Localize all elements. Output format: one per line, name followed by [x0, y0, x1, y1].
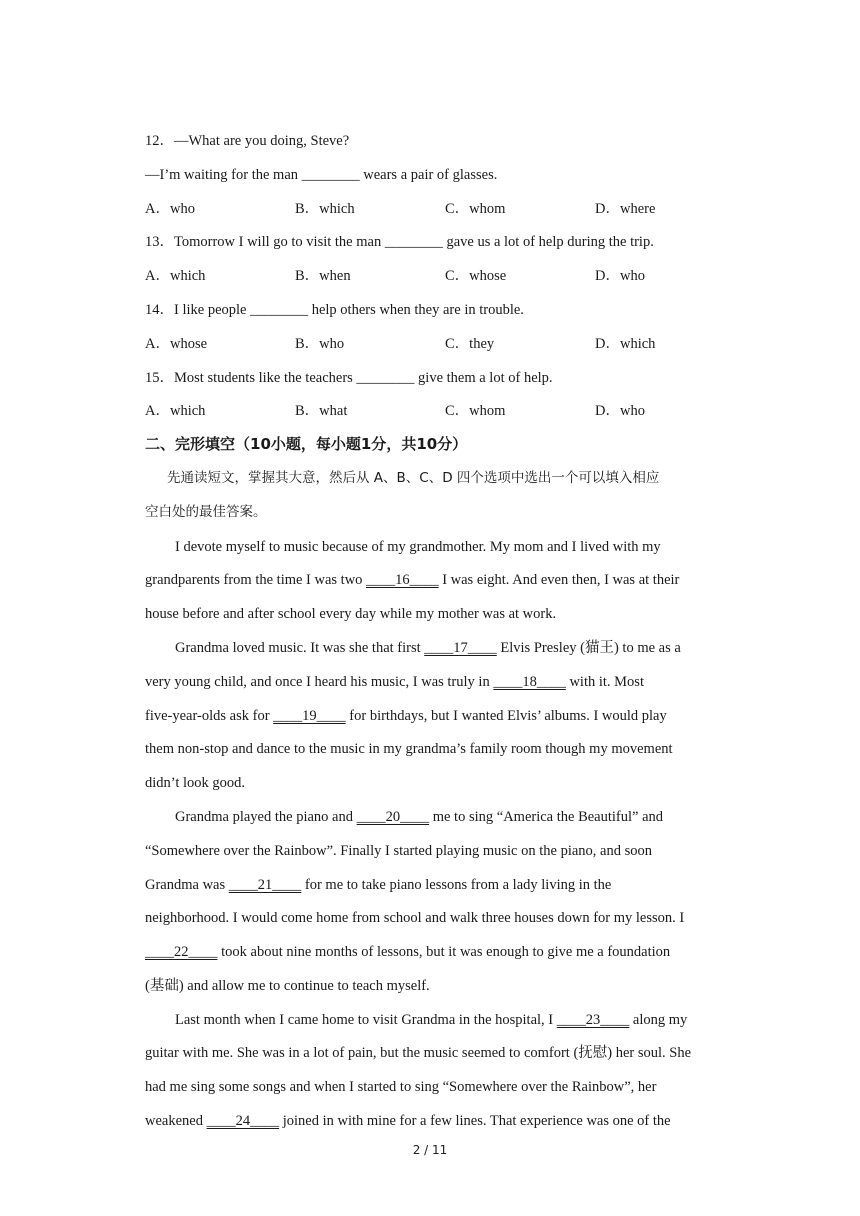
question-13-option-d: D．who	[595, 268, 645, 284]
section-heading: 二、完形填空（10小题，每小题1分，共10分）	[145, 435, 468, 453]
blank-21: ____21____	[228, 877, 302, 893]
blank-22: ____22____	[145, 944, 218, 960]
text-segment: for birthdays, but I wanted Elvis’ albums. I would play	[345, 708, 667, 724]
passage-p2-line1	[175, 638, 681, 658]
passage-p2-line4: them non-stop and dance to the music in my grandma’s family room though my movement	[145, 741, 673, 757]
passage-p3-line5	[145, 942, 670, 962]
text-segment: Elvis Presley (猫王) to me as a	[496, 640, 681, 656]
question-14-option-c: C．they	[445, 336, 495, 352]
blank-20: ____20____	[356, 809, 430, 825]
passage-p4-line2: guitar with me. She was in a lot of pain, but the music seemed to comfort (抚慰) her soul. She	[145, 1045, 692, 1061]
text-segment: for me to take piano lessons from a lady living in the	[301, 877, 612, 893]
passage-p3-line4: neighborhood. I would come home from school and walk three houses down for my lesson. I	[145, 910, 685, 926]
question-12-option-d: D．where	[595, 201, 656, 217]
question-15-option-a: A．which	[145, 403, 206, 419]
passage-p1-line3: house before and after school every day while my mother was at work.	[145, 606, 557, 622]
text-segment: me to sing “America the Beautiful” and	[429, 809, 664, 825]
text-segment: joined in with mine for a few lines. That experience was one of the	[279, 1113, 671, 1129]
section-instruction-line1: 先通读短文，掌握其大意，然后从 A、B、C、D 四个选项中选出一个可以填入相应	[167, 470, 660, 486]
text-segment: took about nine months of lessons, but it was enough to give me a foundation	[217, 944, 671, 960]
text-segment: weakened	[145, 1113, 207, 1129]
question-15-stem: 15．Most students like the teachers ________ give them a lot of help.	[145, 370, 553, 386]
passage-p1-line1: I devote myself to music because of my grandmother. My mom and I lived with my	[175, 539, 661, 555]
passage-p2-line2	[145, 672, 644, 692]
section-instruction-line2: 空白处的最佳答案。	[145, 504, 267, 520]
text-segment: very young child, and once I heard his music, I was truly in	[145, 674, 494, 690]
passage-p2-line3	[145, 706, 667, 726]
text-segment: Grandma loved music. It was she that first	[175, 640, 425, 656]
question-13-option-b: B．when	[295, 268, 351, 284]
blank-17: ____17____	[424, 640, 497, 656]
question-12-stem-line2: —I’m waiting for the man ________ wears a pair of glasses.	[145, 167, 498, 183]
passage-p3-line2: “Somewhere over the Rainbow”. Finally I started playing music on the piano, and soon	[145, 843, 652, 859]
text-segment: five-year-olds ask for	[145, 708, 274, 724]
blank-18: ____18____	[493, 674, 566, 690]
blank-16: ____16____	[366, 572, 439, 588]
question-14-option-a: A．whose	[145, 336, 208, 352]
question-14-option-d: D．which	[595, 336, 656, 352]
passage-p2-line5: didn’t look good.	[145, 775, 246, 791]
text-segment: with it. Most	[565, 674, 644, 690]
passage-p3-line1	[175, 807, 663, 827]
question-15-option-d: D．who	[595, 403, 645, 419]
passage-p4-line4	[145, 1111, 671, 1131]
question-12-option-b: B．which	[295, 201, 355, 217]
passage-p4-line3: had me sing some songs and when I started to sing “Somewhere over the Rainbow”, her	[145, 1079, 657, 1095]
question-13-option-c: C．whose	[445, 268, 507, 284]
question-12-stem: 12．—What are you doing, Steve?	[145, 133, 350, 149]
text-segment: Grandma played the piano and	[175, 809, 357, 825]
text-segment: grandparents from the time I was two	[145, 572, 367, 588]
question-13-stem: 13．Tomorrow I will go to visit the man ________ gave us a lot of help during the trip.	[145, 234, 654, 250]
question-12-option-c: C．whom	[445, 201, 506, 217]
blank-19: ____19____	[273, 708, 346, 724]
question-14-option-b: B．who	[295, 336, 345, 352]
passage-p1-line2	[145, 570, 679, 590]
text-segment: I was eight. And even then, I was at their	[438, 572, 680, 588]
text-segment: Last month when I came home to visit Grandma in the hospital, I	[175, 1012, 557, 1028]
page-number: 2 / 11	[412, 1143, 448, 1157]
blank-23: ____23____	[556, 1012, 630, 1028]
question-12-option-a: A．who	[145, 201, 195, 217]
text-segment: Grandma was	[145, 877, 229, 893]
passage-p3-line6: (基础) and allow me to continue to teach myself.	[145, 978, 430, 994]
question-15-option-c: C．whom	[445, 403, 506, 419]
passage-p4-line1	[175, 1010, 687, 1030]
text-segment: along my	[629, 1012, 688, 1028]
passage-p3-line3	[145, 875, 611, 895]
question-15-option-b: B．what	[295, 403, 348, 419]
question-14-stem: 14．I like people ________ help others when they are in trouble.	[145, 302, 524, 318]
question-13-option-a: A．which	[145, 268, 206, 284]
blank-24: ____24____	[206, 1113, 280, 1129]
